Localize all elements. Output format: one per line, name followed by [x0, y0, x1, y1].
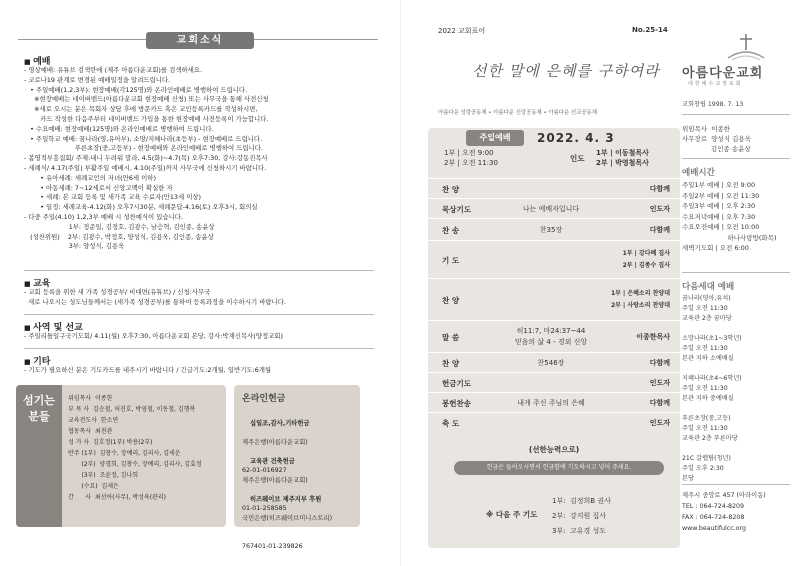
order-person: 다함께	[649, 226, 670, 234]
motto-year: 2022 교회표어	[438, 27, 486, 35]
order-item: 묵상기도	[442, 205, 471, 214]
order-person: 인도자	[649, 379, 670, 387]
order-row	[428, 278, 680, 320]
etc-text: - 기도가 필요하신 분은 기도카드를 내주시기 바랍니다 / 긴급기도:2개월, 일반기도:6개월	[24, 366, 272, 374]
next-gen-title: 다음세대 예배	[682, 282, 735, 292]
online-offering-box	[234, 385, 360, 550]
church-logo-icon	[726, 32, 766, 62]
order-item: 기 도	[442, 256, 460, 265]
account-number: 01-01-258585	[242, 505, 287, 512]
next-gen-list: 꿈나라(영아,유치) 주일 오전 11:30 교육관 2층 꿈마당 소망나라(초1~3학년) 주일 오전 11:30 본관 지하 소예배실 지혜나라(초4~6학년) 주일 오전 11:30 본관 지하 중예배실 푸른초장(중,고등) 주일 오전 11:30 교육관 2층 푸른마당 21C 갈렙팀(청년) 주일 오후 2:30 본당	[682, 295, 742, 482]
lead-label: 인도	[570, 154, 585, 163]
community-groups: 아름다운 성령공동체 • 아름다운 신앙공동체 • 아름다운 선교공동체	[438, 110, 597, 116]
order-person: 이종한목사	[636, 333, 670, 341]
order-item: 찬 양	[442, 359, 460, 368]
servants-label: 섬기는 분들	[16, 385, 62, 527]
account-bank: 제주은행(아름다운교회)	[242, 438, 308, 446]
time-2: 2부 | 오전 11:30	[444, 159, 498, 167]
worship-times-title: 예배시간	[682, 168, 715, 178]
servants-box	[16, 385, 226, 527]
order-item: 찬 양	[442, 185, 460, 194]
order-row	[428, 392, 680, 412]
account-number: 767401-01-239826	[242, 543, 303, 550]
order-item: 말 씀	[442, 333, 460, 342]
education-text: - 교회 등록을 위한 새 가족 성경공부/ 비대면(유튜브) / 신청:사무국 새로 나오시는 성도님들께서는 (새가족 성경공부)를 통하여 등록과정을 이수하시기 바랍니다.	[24, 288, 286, 306]
divider	[682, 484, 790, 485]
order-content: 내게 주신 주님의 은혜	[517, 398, 585, 407]
order-item: 찬 양	[442, 296, 460, 305]
order-content: 찬35장	[539, 225, 563, 234]
founding-date: 교회창립 1998. 7. 13	[682, 101, 744, 108]
order-content: 히11:7, 마24:37~44 믿음의 삶 4 - 경외 신앙	[514, 327, 588, 346]
divider	[24, 348, 374, 349]
worship-order-page	[410, 18, 680, 558]
account-number: 62-01-016927	[242, 467, 287, 474]
divider	[682, 114, 790, 115]
servants-list: 위임목사 이종한 부 목 사 김승철, 허진호, 박영철, 이동철, 김행복 교육전도사 한소연 협동목사 최천관 성 가 사 김호정(1부) 박용(2부) 반주 (1부) 김창수, 장예리, 김리사, 김세운 (2부) 양경희, 김창수, 장예리, 김리사, 김효정 (3부) 조윤정, 김나희 (수요) 김세은 간 사 최선아(사무), 박성육(관리)	[68, 395, 202, 501]
order-item: 봉헌찬송	[442, 399, 471, 408]
offering-title: 온라인헌금	[242, 394, 286, 404]
worship-text: - 영상예배: 유튜브 검색란에 (제주 아름다운교회)를 검색하세요. - 코로나19 관계로 변경된 예배일정을 알려드립니다. • 주일예배(1,2,3부): 현장예배(각125명)와 온라인예배로 병행하여 드립니다. ※현장예배는 네이버밴드(아름다운교회 현장예배 신청) 또는 사무국을 통해 사전신청 ※새로 오시는 분은 목회자 상담 후에 방문카드 혹은 교인등록카드를 작성하시면, 카드 작성한 다음주부터 네이버밴드 가입을 통한 현장예배 사전등록이 가능합니다. • 수요예배: 현장예배(125명)와 온라인예배로 병행하여 드립니다. • 주일학교 예배: 꿈나라(영,유아부), 소망/지혜나라(초등부) - 현장예배로 드립니다. 푸른초장(중,고등부) - 현장예배와 온라인예배로 병행하여 드립니다. - 봄영적부흥집회/ 주제:내니 두려워 말라, 4.5(화)~4.7(목) 오후7:30, 강사:강동진목사 - 세례식/ 4.17(주일) 부활주일 예배시, 4.10(주일)까지 사무국에 신청하시기 바랍니다. • 유아세례: 세례교인의 자녀(만6세 이하) • 아동세례: 7~12세로서 신앙고백이 확실한 자 • 세례: 본 교회 등록 및 새가족 교육 수료자(만13세 이상) • 일정: 세례교육-4.12(화) 오후7시30분, 세례문답-4.16(토) 오후3시, 회의실 - 다중 주일(4.10) 1,2,3부 예배 시 성찬예식이 있습니다. 1부: 정준일, 김정호, 김광수, 남승혁, 김인종, 송윤상 (성찬위원) 2부: 김광수, 박정호, 양성식, 김용욱, 김인종, 송윤상 3부: 양성식, 김용욱	[24, 66, 269, 251]
offering-account-3	[242, 485, 332, 566]
heading-etc: ■ 기타	[24, 354, 50, 367]
divider	[682, 158, 790, 159]
mission-text: - 주일리틀일구국기도회/ 4.11(월) 오후7:30, 아름다운교회 본당, 강사:박재신목사(양정교회)	[24, 332, 283, 340]
lead-names: 1부 | 이동철목사 2부 | 박영철목사	[596, 149, 649, 167]
worship-times-list: 주일1부 예배 | 오전 9:00 주일2부 예배 | 오전 11:30 주일3부 예배 | 오후 2:30 수요저녁예배 | 오후 7:30 수요오전예배 | 오전 10:00 하나사랑방(화목) 새벽기도회 | 오전 6:00	[682, 181, 777, 252]
church-info-page	[682, 18, 792, 558]
account-name: 십일조,감사,기타헌금	[250, 419, 310, 427]
order-person: 다함께	[649, 399, 670, 407]
time-1: 1부 | 오전 9:00	[444, 149, 494, 157]
church-motto: 선한 말에 은혜를 구하여라	[472, 62, 660, 80]
page-fold	[400, 0, 401, 566]
service-date: 2022. 4. 3	[537, 131, 615, 145]
order-item: 찬 송	[442, 226, 460, 235]
order-person: 1부 | 은혜소리 찬양대 2부 | 사랑소리 찬양대	[610, 290, 670, 309]
staff-list: 위임목사 이종한 사무장로 양성식 김용욱 김인종 송윤상	[682, 125, 751, 153]
account-name: 교육관 건축헌금	[250, 457, 295, 465]
order-row	[428, 352, 680, 372]
service-tab: 주일예배	[466, 130, 524, 146]
heading-education: ■ 교육	[24, 276, 50, 289]
order-person: 다함께	[649, 185, 670, 193]
order-person: 다함께	[649, 359, 670, 367]
order-person: 1부 | 강다혜 집사 2부 | 김종수 집사	[622, 250, 670, 269]
order-item: 헌금기도	[442, 379, 471, 388]
service-times	[444, 148, 498, 168]
order-person: 인도자	[649, 419, 670, 427]
account-bank: 제주은행(아름다운교회)	[242, 476, 308, 484]
denomination: 대한예수교장로회	[688, 81, 743, 87]
divider	[24, 270, 374, 271]
order-row	[428, 372, 680, 392]
account-name: 히즈웨이브 제주지부 후원	[250, 495, 322, 503]
next-week-prayer-label: ※ 다음 주 기도	[486, 510, 538, 519]
order-person: 인도자	[649, 205, 670, 213]
order-content: 나는 예배자입니다	[522, 204, 580, 213]
closing-song: (선한능력으로)	[528, 445, 580, 454]
order-row	[428, 178, 680, 198]
order-content: 찬546장	[537, 358, 565, 367]
order-row	[428, 218, 680, 240]
contact-info: 제주시 중앙로 457 (아라이동) TEL : 064-724-8209 FAX : 064-724-8208 www.beautifulcc.org	[682, 492, 766, 532]
order-row	[428, 320, 680, 352]
account-bank: 국민은행(히즈웨이브미니스트리)	[242, 514, 333, 522]
heading-mission: ■ 사역 및 선교	[24, 320, 83, 333]
heading-worship: ■ 예배	[24, 54, 50, 67]
next-week-prayer-list: 1부: 김정희B 권사 2부: 강지원 집사 3부: 고유경 성도	[552, 497, 611, 535]
offering-notice: 헌금은 들어오시면서 헌금함에 기도하시고 넣어 주세요.	[454, 461, 664, 475]
issue-number: No.25-14	[632, 26, 668, 34]
divider	[24, 314, 374, 315]
page-title: 교회소식	[146, 32, 254, 49]
order-row	[428, 198, 680, 218]
church-name: 아름다운교회	[682, 66, 764, 81]
order-item: 축 도	[442, 419, 460, 428]
order-row	[428, 412, 680, 432]
order-row	[428, 240, 680, 278]
divider	[682, 272, 790, 273]
